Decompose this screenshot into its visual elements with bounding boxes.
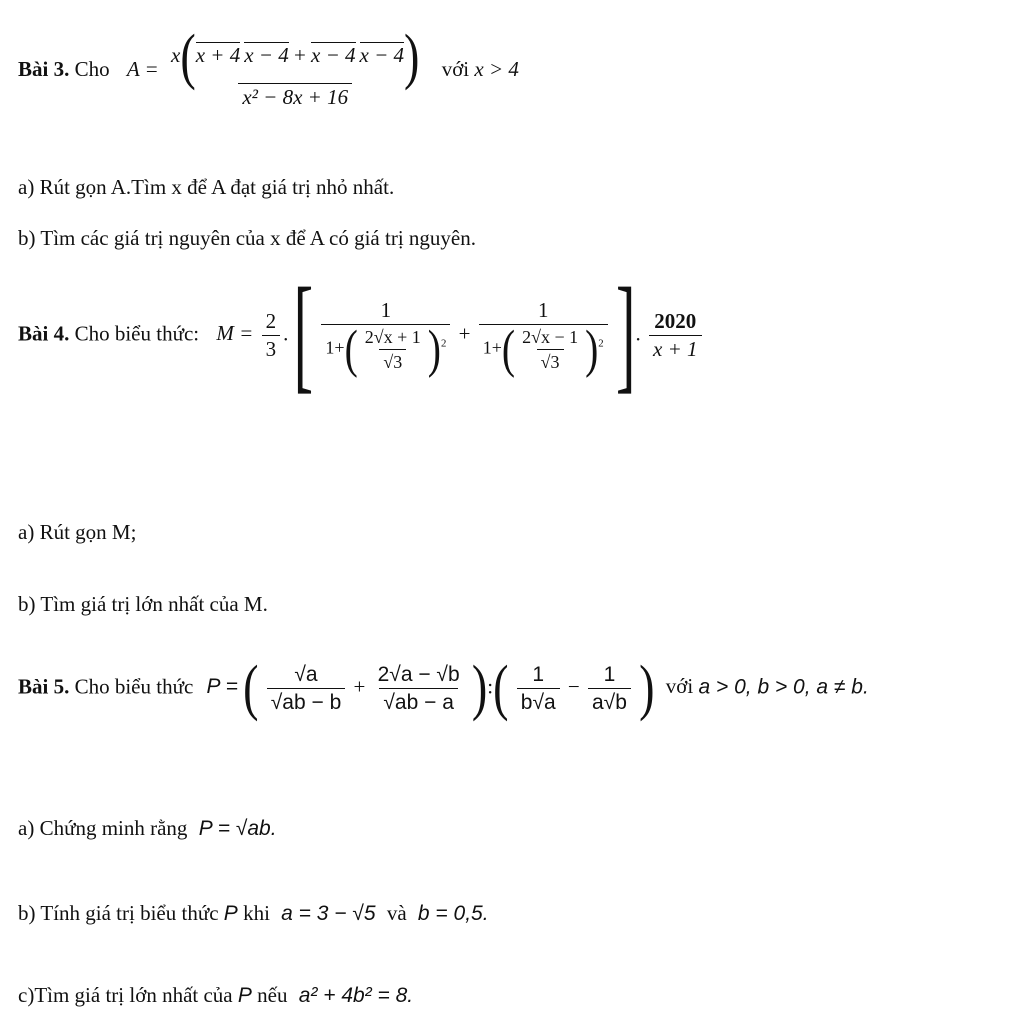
bai4-term1: 1 1+( $\frac{2√x + 1}{√3}$ )$^2$ xyxy=(321,300,450,371)
bai5-f3: $\frac{1}{b√a}$ xyxy=(517,664,560,713)
bai3-root1-inner: x − 4 xyxy=(244,42,289,67)
bai3-lhs: A = xyxy=(126,56,159,81)
bai5-f4: $\frac{1}{a√b}$ xyxy=(588,664,631,713)
bai3-statement xyxy=(18,21,519,110)
bai3-root1: x + 4 xyxy=(195,42,241,67)
bai3-condition: x > 4 xyxy=(474,56,519,81)
bai4-intro: Cho biểu thức: xyxy=(74,321,200,346)
bai3-root2-inner: x − 4 xyxy=(359,42,405,67)
bai4-end-fraction: $\frac{2020}{x + 1}$ xyxy=(649,311,702,360)
bai3-fraction xyxy=(167,21,423,110)
bai5-part-a: a) Chứng minh rằng P = √ab. xyxy=(18,816,277,840)
bai5-part-c: c)Tìm giá trị lớn nhất của P nếu a² + 4b² = 8. xyxy=(18,983,414,1007)
bai4-term2: 1 1+( $\frac{2√x - 1}{√3}$ )$^2$ xyxy=(479,300,608,371)
bai5-condition: a > 0, b > 0, a ≠ b. xyxy=(698,675,869,699)
bai3-numerator: x(x + 4 x − 4 + x − 4 x − 4) xyxy=(170,21,420,91)
bai4-coef: $\frac{2}{3}$ xyxy=(262,311,281,360)
bai3-part-a: a) Rút gọn A.Tìm x để A đạt giá trị nhỏ nhất. xyxy=(18,175,395,199)
bai5-statement: Bài 5. Cho biểu thức P = ( $\frac{√a}{√ab - b}$ + $\frac{2√a - √b}{√ab - a}$ ):( $\frac{1}{b√a}$ − $\frac{1}{a√b}$ ) với a > 0, b > 0, a ≠ b. xyxy=(18,653,869,723)
bai5-intro: Cho biểu thức xyxy=(74,674,194,699)
bai5-f2: $\frac{2√a - √b}{√ab - a}$ xyxy=(377,663,460,714)
bai3-label: Bài 3. xyxy=(18,56,70,81)
bai5-cond-word: với xyxy=(665,674,694,699)
bai3-cond-word: với xyxy=(441,56,470,81)
bai4-part-a: a) Rút gọn M; xyxy=(18,520,137,544)
bai5-f1: $\frac{√a}{√ab - b}$ xyxy=(267,664,346,713)
bai5-label: Bài 5. xyxy=(18,674,70,699)
bai4-statement: Bài 4. Cho biểu thức: M = $\frac{2}{3}$ . [ 1 1+( $\frac{2√x + 1}{√3}$ )$^2$ + 1 1+( $\frac{2√x - 1}{√3}$ )$^2$ ]. $\frac{2020}{x + 1}$ xyxy=(18,300,705,371)
bai3-denominator: x² − 8x + 16 xyxy=(238,83,352,108)
bai3-intro: Cho xyxy=(74,56,110,81)
bai5-part-b: b) Tính giá trị biểu thức P khi a = 3 − √5 và b = 0,5. xyxy=(18,901,489,925)
bai4-label: Bài 4. xyxy=(18,321,70,346)
bai3-root2: x − 4 xyxy=(311,42,356,67)
bai3-part-b: b) Tìm các giá trị nguyên của x để A có giá trị nguyên. xyxy=(18,226,476,250)
bai4-part-b: b) Tìm giá trị lớn nhất của M. xyxy=(18,592,268,616)
bai4-lhs: M = xyxy=(216,321,254,346)
bai5-lhs: P = xyxy=(206,675,238,699)
